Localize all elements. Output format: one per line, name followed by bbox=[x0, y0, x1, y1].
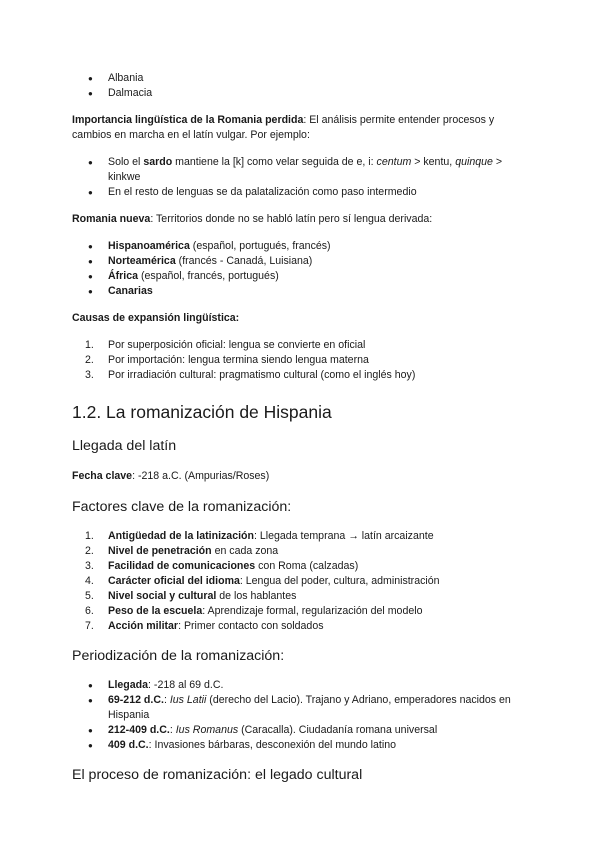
list-item: ● 69-212 d.C.: Ius Latii (derecho del Lacio). Trajano y Adriano, emperadores nacidos en Hispania bbox=[72, 693, 532, 723]
regions-list bbox=[72, 71, 532, 101]
importancia-paragraph: Importancia lingüística de la Romania perdida: El análisis permite entender procesos y cambios en marcha en el latín vulgar. Por ejemplo: bbox=[72, 114, 495, 141]
list-item: 1. Antigüedad de la latinización: Llegada temprana → latín arcaizante bbox=[85, 530, 434, 542]
list-item: ● Solo el sardo mantiene la [k] como velar seguida de e, i: centum > kentu, quinque > kinkwe bbox=[72, 155, 532, 185]
list-item: 6. Peso de la escuela: Aprendizaje formal, regularización del modelo bbox=[85, 605, 423, 617]
factores-list bbox=[72, 529, 532, 634]
list-item: 3. Por irradiación cultural: pragmatismo cultural (como el inglés hoy) bbox=[85, 369, 416, 381]
romania-nueva-paragraph: Romania nueva: Territorios donde no se habló latín pero sí lengua derivada: bbox=[72, 213, 433, 225]
list-item: ● Canarias bbox=[72, 284, 532, 299]
list-item: 1. Por superposición oficial: lengua se convierte en oficial bbox=[85, 339, 366, 351]
document-page bbox=[72, 71, 532, 785]
list-item: ● Llegada: -218 al 69 d.C. bbox=[72, 678, 532, 693]
list-item: ● 212-409 d.C.: Ius Romanus (Caracalla). Ciudadanía romana universal bbox=[72, 723, 532, 738]
list-item: 2. Nivel de penetración en cada zona bbox=[85, 545, 279, 557]
factores-heading: Factores clave de la romanización: bbox=[72, 499, 292, 515]
list-item: 2. Por importación: lengua termina siendo lengua materna bbox=[85, 354, 369, 366]
romania-nueva-list bbox=[72, 239, 532, 299]
llegada-heading: Llegada del latín bbox=[72, 438, 177, 454]
section-title: 1.2. La romanización de Hispania bbox=[72, 402, 332, 422]
list-item: ● Hispanoamérica (español, portugués, francés) bbox=[72, 239, 532, 254]
list-item: ● Dalmacia bbox=[72, 86, 532, 101]
list-item: 7. Acción militar: Primer contacto con soldados bbox=[85, 620, 324, 632]
proceso-heading: El proceso de romanización: el legado cultural bbox=[72, 767, 363, 783]
list-item: ● Albania bbox=[72, 71, 532, 86]
periodizacion-heading: Periodización de la romanización: bbox=[72, 648, 285, 664]
periodizacion-list bbox=[72, 678, 532, 753]
fecha-paragraph: Fecha clave: -218 a.C. (Ampurias/Roses) bbox=[72, 470, 270, 482]
list-item: 3. Facilidad de comunicaciones con Roma (calzadas) bbox=[85, 560, 359, 572]
list-item: ● En el resto de lenguas se da palatalización como paso intermedio bbox=[72, 185, 532, 200]
list-item: 4. Carácter oficial del idioma: Lengua del poder, cultura, administración bbox=[85, 575, 440, 587]
list-item: ● Norteamérica (francés - Canadá, Luisiana) bbox=[72, 254, 532, 269]
causas-title: Causas de expansión lingüística: bbox=[72, 312, 240, 324]
causas-list bbox=[72, 338, 532, 383]
list-item: 5. Nivel social y cultural de los hablantes bbox=[85, 590, 297, 602]
list-item: ● África (español, francés, portugués) bbox=[72, 269, 532, 284]
sardo-list bbox=[72, 155, 532, 200]
list-item: ● 409 d.C.: Invasiones bárbaras, desconexión del mundo latino bbox=[72, 738, 532, 753]
